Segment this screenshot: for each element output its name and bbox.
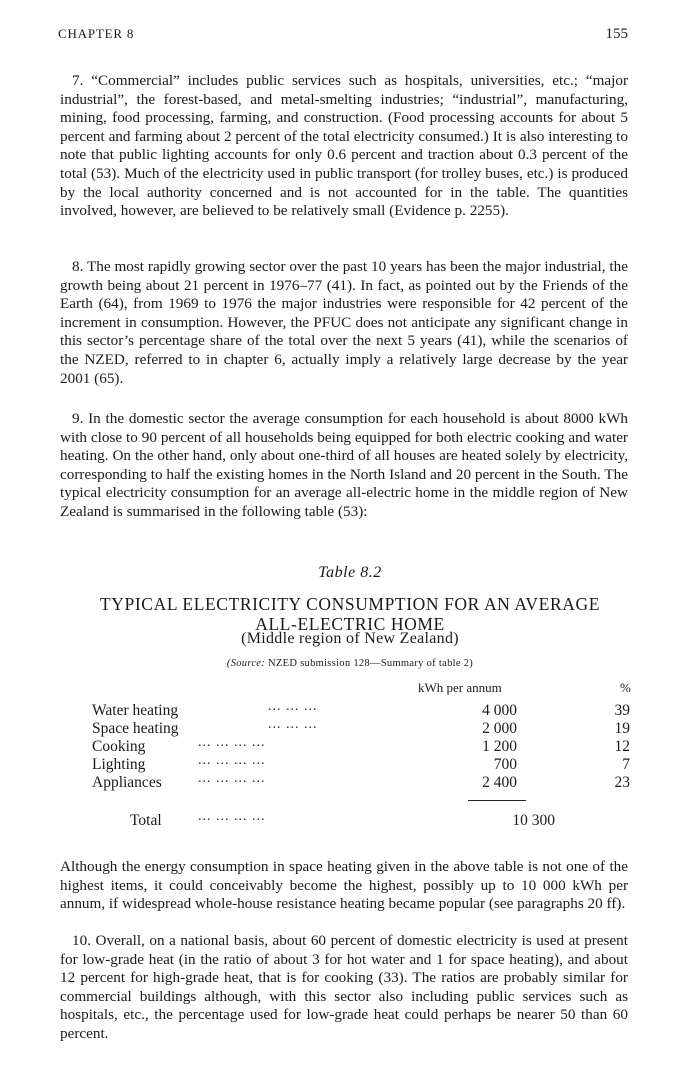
row-leader-dots: ... ... ... ... <box>198 735 266 750</box>
row-leader-dots: ... ... ... <box>268 699 318 714</box>
row-leader-dots: ... ... ... <box>268 717 318 732</box>
row-kwh-value: 700 <box>493 756 517 773</box>
table-source <box>0 658 700 669</box>
table-title <box>0 594 700 634</box>
paragraph-7 <box>60 72 628 221</box>
row-percent-value: 23 <box>614 774 630 791</box>
paragraph-8 <box>60 258 628 388</box>
table-row <box>92 717 632 738</box>
total-label: Total <box>130 812 162 829</box>
row-label: Space heating <box>92 720 179 737</box>
table-source-text: NZED submission 128—Summary of table 2) <box>268 658 474 669</box>
row-kwh-value: 1 200 <box>482 738 517 755</box>
row-leader-dots: ... ... ... ... <box>198 771 266 786</box>
chapter-label: CHAPTER 8 <box>58 26 135 41</box>
row-percent-value: 39 <box>614 702 630 719</box>
paragraph-after-table-text: Although the energy consumption in space heating given in the above table is not one of the highest items, it could conceivably become the highest, possibly up to 10 000 kWh per annum, if widespread whole-house resistance heating became popular (see paragraphs 20 ff). <box>60 858 628 913</box>
table-subtitle: (Middle region of New Zealand) <box>241 630 459 647</box>
table-row <box>92 735 632 756</box>
row-percent-value: 12 <box>614 738 630 755</box>
table-source-label: (Source: <box>226 658 266 669</box>
row-label: Cooking <box>92 738 146 755</box>
row-label: Appliances <box>92 774 162 791</box>
row-kwh-value: 2 400 <box>482 774 517 791</box>
row-kwh-value: 2 000 <box>482 720 517 737</box>
column-header-kwh: kWh per annum <box>418 680 502 695</box>
paragraph-10 <box>60 932 628 1044</box>
paragraph-9 <box>60 410 628 522</box>
row-label: Water heating <box>92 702 179 719</box>
row-percent-value: 19 <box>614 720 630 737</box>
paragraph-8-text: 8. The most rapidly growing sector over the past 10 years has been the major industrial, the growth being about 21 percent in 1976–77 (41). In fact, as pointed out by the Friends of the Earth (64), from 1969 to 1976 the major industries were responsible for 42 percent of the increment in consumption. However, the PFUC does not anticipate any significant change in this sector’s percentage share of the total over the next 5 years (41), while the scenarios of the NZED, referred to in chapter 6, actually imply a relatively large decrease by the year 2001 (65). <box>60 258 628 387</box>
table-title-line-1: TYPICAL ELECTRICITY CONSUMPTION FOR AN AVERAGE <box>100 594 600 614</box>
paragraph-after-table <box>60 858 628 914</box>
row-kwh-value: 4 000 <box>482 702 517 719</box>
paragraph-7-text: 7. “Commercial” includes public services such as hospitals, universities, etc.; “major industrial”, the forest-based, and metal-smelting industries; “industrial”, manufacturing, mining, food processing, farming, and construction. (Food processing accounts for about 5 percent and farming about 2 percent of the total electricity consumed.) It is also interesting to note that public lighting accounts for only 0.6 percent and traction about 0.3 percent of the total (53). Much of the electricity used in public transport (for trolley buses, etc.) is produced by the local authority concerned and is not accounted for in the table. The quantities involved, however, are believed to be relatively small (Evidence p. 2255). <box>60 72 628 220</box>
table-row <box>92 771 632 792</box>
total-kwh-value: 10 300 <box>512 812 555 829</box>
table-total-row <box>130 809 632 830</box>
total-leader-dots: ... ... ... ... <box>198 809 266 824</box>
row-label: Lighting <box>92 756 146 773</box>
table-row <box>92 753 632 774</box>
paragraph-9-text: 9. In the domestic sector the average consumption for each household is about 8000 kWh with close to 90 percent of all households being equipped for both electric cooking and water heating. On the other hand, only about one-third of all houses are heated solely by electricity, corresponding to half the existing homes in the North Island and 20 percent in the South. The typical electricity consumption for an average all-electric home in the middle region of New Zealand is summarised in the following table (53): <box>60 410 628 520</box>
table-caption: Table 8.2 <box>318 564 382 581</box>
row-leader-dots: ... ... ... ... <box>198 753 266 768</box>
running-head <box>58 26 628 43</box>
column-header-percent: % <box>620 680 631 695</box>
table-title-line-2: ALL-ELECTRIC HOME <box>255 614 445 634</box>
page-number: 155 <box>605 26 628 42</box>
paragraph-10-text: 10. Overall, on a national basis, about 60 percent of domestic electricity is used at present for low-grade heat (in the ratio of about 3 for hot water and 1 for space heating), and about 12 percent for high-grade heat, that is for cooking (33). The ratios are probably similar for commercial buildings although, with this sector also including public services such as hospitals, etc., the percentage used for low-grade heat could perhaps be nearer 50 than 60 percent. <box>60 932 628 1042</box>
table-row <box>92 699 632 720</box>
total-rule <box>468 800 526 801</box>
row-percent-value: 7 <box>622 756 630 773</box>
